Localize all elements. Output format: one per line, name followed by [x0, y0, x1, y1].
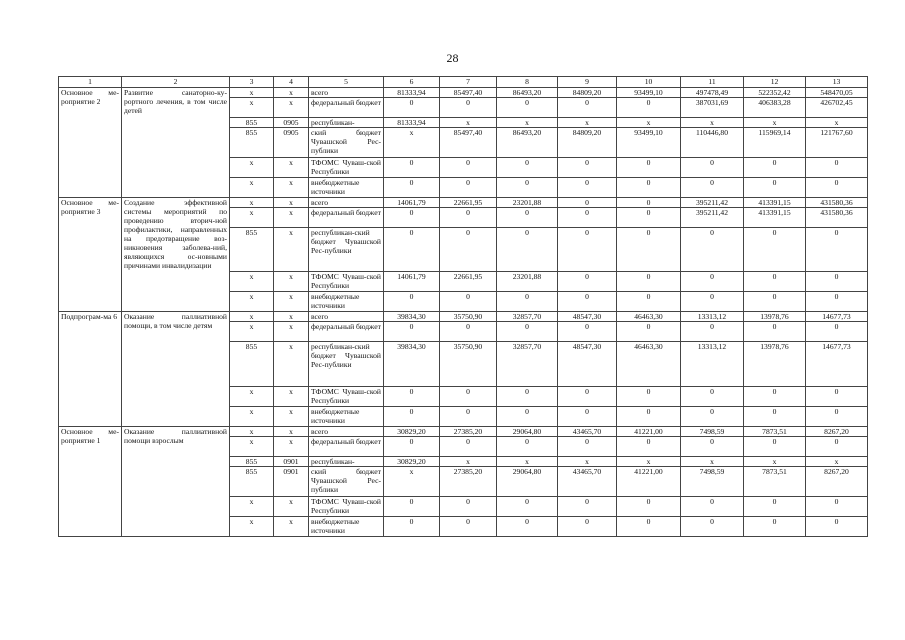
- code-cell: 855: [230, 467, 274, 497]
- value-cell: 7498,59: [681, 427, 744, 437]
- funding-source-cell: ТФОМС Чуваш-ской Республики: [309, 387, 384, 407]
- event-name-cell: Подпрограм-ма 6: [59, 312, 122, 427]
- value-cell: 0: [440, 407, 497, 427]
- value-cell: 39834,30: [384, 342, 440, 387]
- value-cell: 86493,20: [497, 128, 558, 158]
- code-cell: x: [230, 427, 274, 437]
- code-cell: 855: [230, 342, 274, 387]
- code-cell: x: [274, 312, 309, 322]
- value-cell: 23201,88: [497, 198, 558, 208]
- value-cell: 431580,36: [806, 198, 868, 208]
- value-cell: 413391,15: [744, 208, 806, 228]
- value-cell: 32857,70: [497, 312, 558, 322]
- value-cell: 0: [681, 178, 744, 198]
- funding-source-cell: федеральный бюджет: [309, 437, 384, 457]
- value-cell: 0: [806, 228, 868, 272]
- value-cell: 0: [617, 407, 681, 427]
- value-cell: 0: [440, 322, 497, 342]
- value-cell: 0: [617, 497, 681, 517]
- value-cell: 0: [806, 322, 868, 342]
- value-cell: 0: [744, 228, 806, 272]
- value-cell: 35750,90: [440, 342, 497, 387]
- value-cell: 86493,20: [497, 88, 558, 98]
- value-cell: x: [384, 128, 440, 158]
- code-cell: x: [274, 292, 309, 312]
- code-cell: x: [230, 178, 274, 198]
- value-cell: 110446,80: [681, 128, 744, 158]
- value-cell: 0: [558, 387, 617, 407]
- value-cell: 0: [681, 228, 744, 272]
- value-cell: 41221,00: [617, 427, 681, 437]
- code-cell: x: [230, 497, 274, 517]
- funding-source-cell: всего: [309, 88, 384, 98]
- value-cell: 0: [806, 272, 868, 292]
- value-cell: 0: [681, 437, 744, 457]
- code-cell: x: [274, 178, 309, 198]
- value-cell: 14061,79: [384, 198, 440, 208]
- value-cell: 46463,30: [617, 312, 681, 322]
- value-cell: 27385,20: [440, 467, 497, 497]
- column-header: 2: [122, 77, 230, 88]
- code-cell: x: [230, 88, 274, 98]
- value-cell: x: [681, 457, 744, 467]
- column-header: 11: [681, 77, 744, 88]
- value-cell: 0: [681, 322, 744, 342]
- value-cell: 0: [497, 517, 558, 537]
- value-cell: 39834,30: [384, 312, 440, 322]
- value-cell: 0: [497, 292, 558, 312]
- code-cell: 855: [230, 228, 274, 272]
- value-cell: 0: [806, 292, 868, 312]
- value-cell: 0: [497, 208, 558, 228]
- code-cell: x: [230, 158, 274, 178]
- value-cell: 41221,00: [617, 467, 681, 497]
- value-cell: 0: [617, 208, 681, 228]
- value-cell: 0: [497, 407, 558, 427]
- value-cell: x: [497, 118, 558, 128]
- value-cell: 548470,05: [806, 88, 868, 98]
- event-title-cell: Развитие санаторно-ку-рортного лечения, в том числе детей: [122, 88, 230, 198]
- value-cell: 0: [440, 228, 497, 272]
- column-header: 6: [384, 77, 440, 88]
- value-cell: x: [681, 118, 744, 128]
- funding-source-cell: федеральный бюджет: [309, 98, 384, 118]
- code-cell: x: [230, 517, 274, 537]
- value-cell: 0: [384, 208, 440, 228]
- value-cell: 13313,12: [681, 312, 744, 322]
- value-cell: 0: [558, 178, 617, 198]
- code-cell: x: [274, 497, 309, 517]
- value-cell: 0: [558, 98, 617, 118]
- code-cell: x: [230, 322, 274, 342]
- value-cell: 0: [617, 322, 681, 342]
- value-cell: x: [617, 457, 681, 467]
- code-cell: x: [274, 272, 309, 292]
- event-name-cell: Основное ме-роприятие 3: [59, 198, 122, 312]
- value-cell: 0: [806, 437, 868, 457]
- code-cell: x: [274, 342, 309, 387]
- value-cell: x: [558, 457, 617, 467]
- column-header: 8: [497, 77, 558, 88]
- event-name-cell: Основное ме-роприятие 1: [59, 427, 122, 537]
- value-cell: 0: [384, 322, 440, 342]
- value-cell: 8267,20: [806, 467, 868, 497]
- budget-table: [58, 76, 868, 537]
- funding-source-cell: внебюджетные источники: [309, 517, 384, 537]
- value-cell: 0: [806, 387, 868, 407]
- value-cell: 13313,12: [681, 342, 744, 387]
- value-cell: 43465,70: [558, 467, 617, 497]
- table-row: [59, 198, 868, 208]
- funding-source-cell: республикан-ский бюджет Чувашской Рес-публики: [309, 342, 384, 387]
- value-cell: 0: [440, 208, 497, 228]
- value-cell: 30829,20: [384, 427, 440, 437]
- value-cell: 22661,95: [440, 272, 497, 292]
- column-header: 9: [558, 77, 617, 88]
- funding-source-cell: всего: [309, 427, 384, 437]
- value-cell: 0: [617, 387, 681, 407]
- value-cell: 0: [617, 98, 681, 118]
- funding-source-cell: всего: [309, 198, 384, 208]
- value-cell: 0: [558, 198, 617, 208]
- value-cell: 0: [440, 158, 497, 178]
- code-cell: x: [274, 517, 309, 537]
- value-cell: x: [440, 118, 497, 128]
- funding-source-cell: всего: [309, 312, 384, 322]
- value-cell: 0: [744, 497, 806, 517]
- code-cell: x: [230, 98, 274, 118]
- value-cell: 0: [384, 98, 440, 118]
- value-cell: 85497,40: [440, 88, 497, 98]
- value-cell: 0: [440, 497, 497, 517]
- value-cell: 81333,94: [384, 88, 440, 98]
- column-header: 7: [440, 77, 497, 88]
- funding-source-cell: внебюджетные источники: [309, 407, 384, 427]
- value-cell: 497478,49: [681, 88, 744, 98]
- value-cell: 84809,20: [558, 128, 617, 158]
- value-cell: 0: [744, 158, 806, 178]
- table-row: [59, 427, 868, 437]
- value-cell: 0: [497, 387, 558, 407]
- code-cell: x: [230, 292, 274, 312]
- value-cell: 0: [617, 272, 681, 292]
- value-cell: 23201,88: [497, 272, 558, 292]
- code-cell: 855: [230, 457, 274, 467]
- value-cell: 29064,80: [497, 427, 558, 437]
- value-cell: x: [497, 457, 558, 467]
- value-cell: 14677,73: [806, 342, 868, 387]
- value-cell: 395211,42: [681, 198, 744, 208]
- code-cell: 855: [230, 128, 274, 158]
- value-cell: 0: [806, 407, 868, 427]
- code-cell: x: [230, 387, 274, 407]
- value-cell: 29064,80: [497, 467, 558, 497]
- value-cell: 0: [558, 272, 617, 292]
- value-cell: 0: [681, 497, 744, 517]
- value-cell: 0: [617, 178, 681, 198]
- value-cell: 0: [440, 387, 497, 407]
- code-cell: x: [274, 437, 309, 457]
- value-cell: 0: [384, 228, 440, 272]
- code-cell: x: [230, 407, 274, 427]
- value-cell: 0: [558, 228, 617, 272]
- value-cell: 0: [384, 178, 440, 198]
- value-cell: 0: [384, 387, 440, 407]
- value-cell: x: [558, 118, 617, 128]
- funding-source-cell: федеральный бюджет: [309, 208, 384, 228]
- code-cell: x: [230, 437, 274, 457]
- code-cell: x: [230, 312, 274, 322]
- value-cell: 7873,51: [744, 467, 806, 497]
- code-cell: x: [274, 158, 309, 178]
- value-cell: 0: [617, 158, 681, 178]
- value-cell: 43465,70: [558, 427, 617, 437]
- value-cell: 0: [617, 437, 681, 457]
- value-cell: 431580,36: [806, 208, 868, 228]
- value-cell: 46463,30: [617, 342, 681, 387]
- value-cell: 0: [440, 437, 497, 457]
- code-cell: x: [274, 88, 309, 98]
- value-cell: 0: [558, 322, 617, 342]
- value-cell: 387031,69: [681, 98, 744, 118]
- value-cell: 121767,60: [806, 128, 868, 158]
- column-header-row: [59, 77, 868, 88]
- value-cell: 32857,70: [497, 342, 558, 387]
- code-cell: 0905: [274, 118, 309, 128]
- value-cell: 85497,40: [440, 128, 497, 158]
- value-cell: 0: [681, 292, 744, 312]
- value-cell: 0: [497, 98, 558, 118]
- value-cell: 0: [497, 322, 558, 342]
- value-cell: 93499,10: [617, 128, 681, 158]
- value-cell: x: [806, 118, 868, 128]
- code-cell: x: [274, 407, 309, 427]
- value-cell: 0: [497, 228, 558, 272]
- value-cell: 14677,73: [806, 312, 868, 322]
- value-cell: 30829,20: [384, 457, 440, 467]
- value-cell: 0: [806, 497, 868, 517]
- value-cell: 0: [744, 517, 806, 537]
- code-cell: x: [274, 98, 309, 118]
- event-title-cell: Оказание паллиативной помощи, в том числе детям: [122, 312, 230, 427]
- value-cell: 0: [744, 407, 806, 427]
- code-cell: x: [230, 198, 274, 208]
- funding-source-cell: республикан-ский бюджет Чувашской Рес-публики: [309, 228, 384, 272]
- value-cell: x: [744, 118, 806, 128]
- value-cell: 0: [806, 178, 868, 198]
- column-header: 10: [617, 77, 681, 88]
- funding-source-cell: республикан-: [309, 457, 384, 467]
- value-cell: 48547,30: [558, 312, 617, 322]
- funding-source-cell: внебюджетные источники: [309, 178, 384, 198]
- code-cell: x: [274, 198, 309, 208]
- page-number: 28: [446, 51, 459, 65]
- value-cell: 0: [558, 517, 617, 537]
- value-cell: x: [806, 457, 868, 467]
- value-cell: 0: [617, 198, 681, 208]
- code-cell: x: [274, 208, 309, 228]
- value-cell: 48547,30: [558, 342, 617, 387]
- value-cell: 0: [497, 437, 558, 457]
- value-cell: x: [440, 457, 497, 467]
- value-cell: 0: [384, 497, 440, 517]
- value-cell: 426702,45: [806, 98, 868, 118]
- funding-source-cell: ТФОМС Чуваш-ской Республики: [309, 158, 384, 178]
- value-cell: 0: [384, 517, 440, 537]
- table-row: [59, 88, 868, 98]
- value-cell: 406383,28: [744, 98, 806, 118]
- column-header: 1: [59, 77, 122, 88]
- funding-source-cell: республикан-: [309, 118, 384, 128]
- value-cell: 0: [558, 158, 617, 178]
- value-cell: 84809,20: [558, 88, 617, 98]
- value-cell: 0: [617, 292, 681, 312]
- value-cell: 0: [558, 208, 617, 228]
- value-cell: 7498,59: [681, 467, 744, 497]
- value-cell: 0: [744, 387, 806, 407]
- funding-source-cell: ский бюджет Чувашской Рес-публики: [309, 128, 384, 158]
- value-cell: 0: [744, 437, 806, 457]
- code-cell: 0901: [274, 467, 309, 497]
- value-cell: x: [744, 457, 806, 467]
- code-cell: 0901: [274, 457, 309, 467]
- funding-source-cell: ТФОМС Чуваш-ской Республики: [309, 497, 384, 517]
- value-cell: 0: [440, 178, 497, 198]
- value-cell: 0: [440, 98, 497, 118]
- value-cell: 413391,15: [744, 198, 806, 208]
- value-cell: 0: [497, 497, 558, 517]
- code-cell: 0905: [274, 128, 309, 158]
- funding-source-cell: внебюджетные источники: [309, 292, 384, 312]
- value-cell: x: [617, 118, 681, 128]
- value-cell: 0: [681, 517, 744, 537]
- value-cell: 0: [617, 228, 681, 272]
- value-cell: 93499,10: [617, 88, 681, 98]
- code-cell: x: [274, 228, 309, 272]
- column-header: 5: [309, 77, 384, 88]
- value-cell: 0: [384, 407, 440, 427]
- value-cell: 0: [558, 292, 617, 312]
- value-cell: 81333,94: [384, 118, 440, 128]
- value-cell: 115969,14: [744, 128, 806, 158]
- value-cell: 0: [558, 407, 617, 427]
- value-cell: 0: [384, 158, 440, 178]
- value-cell: 0: [497, 158, 558, 178]
- value-cell: 27385,20: [440, 427, 497, 437]
- value-cell: 0: [806, 517, 868, 537]
- value-cell: 0: [681, 407, 744, 427]
- value-cell: 0: [617, 517, 681, 537]
- value-cell: 0: [558, 437, 617, 457]
- value-cell: 13978,76: [744, 312, 806, 322]
- value-cell: 522352,42: [744, 88, 806, 98]
- value-cell: 0: [681, 272, 744, 292]
- code-cell: x: [230, 272, 274, 292]
- value-cell: 14061,79: [384, 272, 440, 292]
- value-cell: 0: [440, 517, 497, 537]
- code-cell: x: [274, 387, 309, 407]
- column-header: 13: [806, 77, 868, 88]
- value-cell: 0: [497, 178, 558, 198]
- value-cell: 8267,20: [806, 427, 868, 437]
- value-cell: 0: [681, 158, 744, 178]
- code-cell: x: [230, 208, 274, 228]
- value-cell: 0: [558, 497, 617, 517]
- event-title-cell: Оказание паллиативной помощи взрослым: [122, 427, 230, 537]
- value-cell: 0: [806, 158, 868, 178]
- value-cell: 395211,42: [681, 208, 744, 228]
- value-cell: 0: [744, 322, 806, 342]
- value-cell: 0: [744, 292, 806, 312]
- column-header: 4: [274, 77, 309, 88]
- value-cell: 0: [440, 292, 497, 312]
- code-cell: x: [274, 427, 309, 437]
- value-cell: 7873,51: [744, 427, 806, 437]
- code-cell: x: [274, 322, 309, 342]
- column-header: 3: [230, 77, 274, 88]
- code-cell: 855: [230, 118, 274, 128]
- value-cell: 13978,76: [744, 342, 806, 387]
- funding-source-cell: федеральный бюджет: [309, 322, 384, 342]
- value-cell: 0: [744, 178, 806, 198]
- event-title-cell: Создание эффективной системы мероприятий по проведению вторич-ной профилактики, направленных на предотвращение воз-никновения заболева-ний, являющихся ос-новными причинами инвалидизации: [122, 198, 230, 312]
- column-header: 12: [744, 77, 806, 88]
- value-cell: 0: [744, 272, 806, 292]
- value-cell: 0: [384, 292, 440, 312]
- value-cell: 22661,95: [440, 198, 497, 208]
- value-cell: 0: [681, 387, 744, 407]
- table-row: [59, 312, 868, 322]
- event-name-cell: Основное ме-роприятие 2: [59, 88, 122, 198]
- funding-source-cell: ТФОМС Чуваш-ской Республики: [309, 272, 384, 292]
- funding-source-cell: ский бюджет Чувашской Рес-публики: [309, 467, 384, 497]
- value-cell: 0: [384, 437, 440, 457]
- value-cell: x: [384, 467, 440, 497]
- value-cell: 35750,90: [440, 312, 497, 322]
